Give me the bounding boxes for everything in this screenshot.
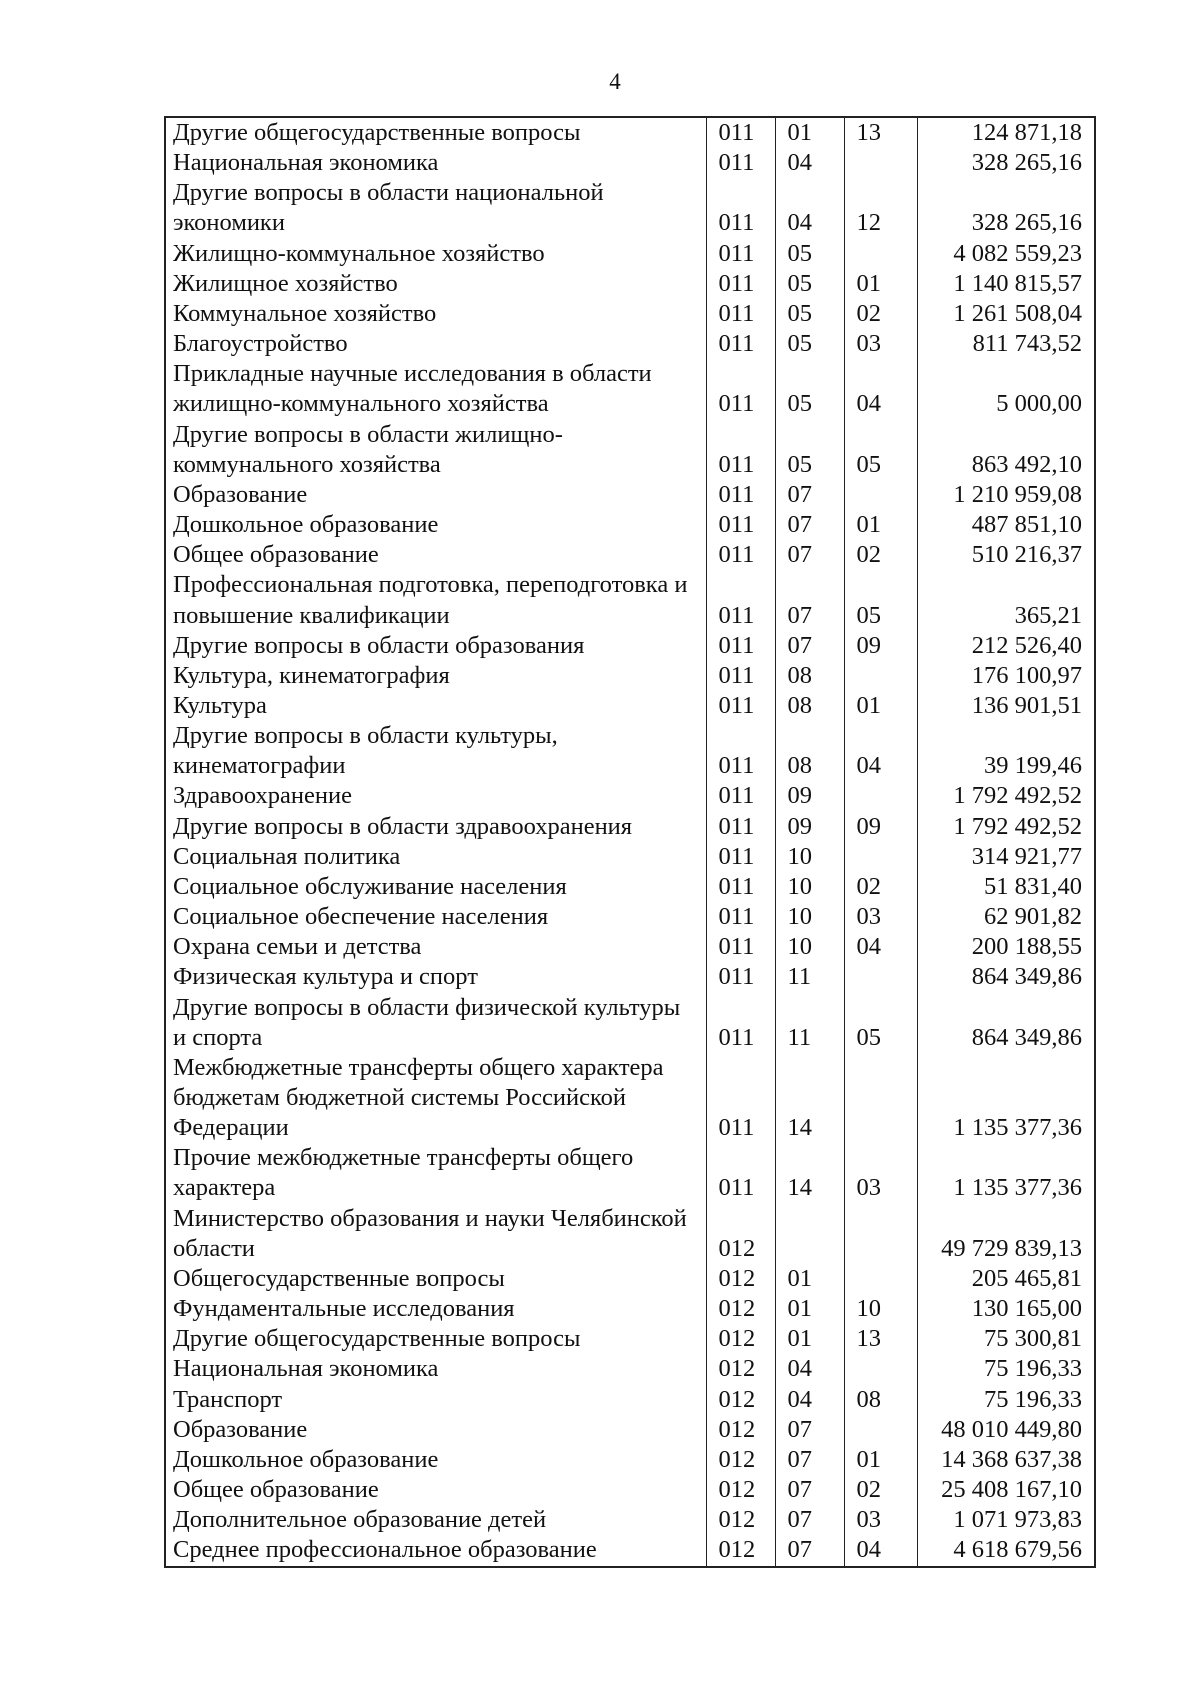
row-name: Дошкольное образование (165, 510, 706, 540)
row-name: Другие вопросы в области физической культуры и спорта (165, 993, 706, 1053)
table-row (165, 962, 1095, 992)
row-code: 012 (706, 1475, 775, 1505)
table-row (165, 117, 1095, 148)
row-name: Фундаментальные исследования (165, 1294, 706, 1324)
row-name: Общее образование (165, 540, 706, 570)
row-subsection (844, 1053, 917, 1143)
row-subsection: 01 (844, 269, 917, 299)
row-subsection (844, 842, 917, 872)
row-code: 011 (706, 872, 775, 902)
row-amount: 1 135 377,36 (917, 1143, 1095, 1203)
row-amount: 1 135 377,36 (917, 1053, 1095, 1143)
row-amount: 487 851,10 (917, 510, 1095, 540)
row-name: Среднее профессиональное образование (165, 1535, 706, 1566)
row-section: 08 (775, 661, 844, 691)
row-name: Образование (165, 1415, 706, 1445)
row-code: 011 (706, 631, 775, 661)
table-row (165, 178, 1095, 238)
row-name: Культура, кинематография (165, 661, 706, 691)
row-amount: 864 349,86 (917, 993, 1095, 1053)
row-section: 01 (775, 1324, 844, 1354)
row-section: 07 (775, 631, 844, 661)
row-section: 09 (775, 812, 844, 842)
row-amount: 75 196,33 (917, 1385, 1095, 1415)
row-code: 012 (706, 1385, 775, 1415)
budget-table (164, 116, 1096, 1568)
row-amount: 863 492,10 (917, 420, 1095, 480)
row-code: 011 (706, 932, 775, 962)
row-section: 08 (775, 691, 844, 721)
table-row (165, 993, 1095, 1053)
row-subsection: 04 (844, 359, 917, 419)
row-code: 011 (706, 902, 775, 932)
row-code: 011 (706, 540, 775, 570)
row-subsection: 08 (844, 1385, 917, 1415)
table-row (165, 1385, 1095, 1415)
row-name: Другие вопросы в области образования (165, 631, 706, 661)
row-section: 05 (775, 420, 844, 480)
row-section: 04 (775, 1354, 844, 1384)
row-name: Социальное обслуживание населения (165, 872, 706, 902)
row-subsection: 03 (844, 1143, 917, 1203)
row-section: 07 (775, 1505, 844, 1535)
table-row (165, 661, 1095, 691)
row-section: 07 (775, 480, 844, 510)
row-amount: 124 871,18 (917, 117, 1095, 148)
row-amount: 1 140 815,57 (917, 269, 1095, 299)
row-name: Прочие межбюджетные трансферты общего характера (165, 1143, 706, 1203)
row-code: 011 (706, 178, 775, 238)
row-subsection: 05 (844, 570, 917, 630)
row-name: Социальное обеспечение населения (165, 902, 706, 932)
table-row (165, 329, 1095, 359)
row-section: 01 (775, 1264, 844, 1294)
table-row (165, 781, 1095, 811)
row-section: 10 (775, 932, 844, 962)
row-section: 05 (775, 239, 844, 269)
row-amount: 39 199,46 (917, 721, 1095, 781)
row-amount: 5 000,00 (917, 359, 1095, 419)
table-row (165, 1415, 1095, 1445)
row-name: Другие общегосударственные вопросы (165, 117, 706, 148)
row-code: 011 (706, 299, 775, 329)
row-subsection: 01 (844, 1445, 917, 1475)
row-name: Благоустройство (165, 329, 706, 359)
row-amount: 4 082 559,23 (917, 239, 1095, 269)
row-name: Охрана семьи и детства (165, 932, 706, 962)
row-amount: 365,21 (917, 570, 1095, 630)
table-row (165, 872, 1095, 902)
table-row (165, 1505, 1095, 1535)
row-name: Другие вопросы в области жилищно-коммунального хозяйства (165, 420, 706, 480)
row-amount: 51 831,40 (917, 872, 1095, 902)
row-section: 05 (775, 359, 844, 419)
row-name: Здравоохранение (165, 781, 706, 811)
row-code: 011 (706, 510, 775, 540)
row-subsection: 05 (844, 420, 917, 480)
row-section: 10 (775, 872, 844, 902)
row-subsection: 01 (844, 691, 917, 721)
row-code: 011 (706, 359, 775, 419)
row-section: 09 (775, 781, 844, 811)
row-name: Министерство образования и науки Челябинской области (165, 1204, 706, 1264)
row-amount: 864 349,86 (917, 962, 1095, 992)
row-amount: 328 265,16 (917, 178, 1095, 238)
row-subsection: 04 (844, 721, 917, 781)
row-section: 04 (775, 148, 844, 178)
row-name: Дополнительное образование детей (165, 1505, 706, 1535)
row-section: 05 (775, 299, 844, 329)
row-section: 04 (775, 178, 844, 238)
table-row (165, 359, 1095, 419)
row-section: 07 (775, 1415, 844, 1445)
row-subsection: 05 (844, 993, 917, 1053)
row-section: 05 (775, 269, 844, 299)
row-section: 11 (775, 993, 844, 1053)
row-subsection (844, 661, 917, 691)
table-row (165, 540, 1095, 570)
row-section: 07 (775, 570, 844, 630)
row-amount: 130 165,00 (917, 1294, 1095, 1324)
row-amount: 75 196,33 (917, 1354, 1095, 1384)
table-row (165, 902, 1095, 932)
row-subsection (844, 239, 917, 269)
table-row (165, 1143, 1095, 1203)
table-row (165, 570, 1095, 630)
table-row (165, 480, 1095, 510)
row-code: 012 (706, 1505, 775, 1535)
row-subsection: 09 (844, 812, 917, 842)
row-name: Профессиональная подготовка, переподготовка и повышение квалификации (165, 570, 706, 630)
row-subsection: 02 (844, 1475, 917, 1505)
row-amount: 49 729 839,13 (917, 1204, 1095, 1264)
row-name: Межбюджетные трансферты общего характера бюджетам бюджетной системы Российской Федерации (165, 1053, 706, 1143)
row-section (775, 1204, 844, 1264)
row-code: 011 (706, 691, 775, 721)
table-row (165, 812, 1095, 842)
row-code: 012 (706, 1354, 775, 1384)
row-code: 011 (706, 480, 775, 510)
row-section: 07 (775, 1445, 844, 1475)
table-row (165, 510, 1095, 540)
row-amount: 1 071 973,83 (917, 1505, 1095, 1535)
row-code: 012 (706, 1415, 775, 1445)
row-code: 012 (706, 1324, 775, 1354)
row-amount: 75 300,81 (917, 1324, 1095, 1354)
row-subsection (844, 148, 917, 178)
row-amount: 136 901,51 (917, 691, 1095, 721)
row-section: 01 (775, 1294, 844, 1324)
row-section: 11 (775, 962, 844, 992)
row-section: 14 (775, 1053, 844, 1143)
row-subsection (844, 1264, 917, 1294)
row-name: Другие общегосударственные вопросы (165, 1324, 706, 1354)
row-subsection: 04 (844, 1535, 917, 1566)
row-subsection: 12 (844, 178, 917, 238)
row-amount: 328 265,16 (917, 148, 1095, 178)
table-row (165, 239, 1095, 269)
table-row (165, 1204, 1095, 1264)
row-name: Общее образование (165, 1475, 706, 1505)
row-subsection (844, 1415, 917, 1445)
row-subsection: 02 (844, 540, 917, 570)
row-section: 07 (775, 1475, 844, 1505)
table-row (165, 1354, 1095, 1384)
row-name: Социальная политика (165, 842, 706, 872)
row-amount: 1 261 508,04 (917, 299, 1095, 329)
row-name: Общегосударственные вопросы (165, 1264, 706, 1294)
row-name: Национальная экономика (165, 148, 706, 178)
row-code: 012 (706, 1204, 775, 1264)
table-row (165, 631, 1095, 661)
table-row (165, 721, 1095, 781)
table-row (165, 420, 1095, 480)
row-section: 01 (775, 117, 844, 148)
row-subsection: 01 (844, 510, 917, 540)
row-name: Культура (165, 691, 706, 721)
row-subsection (844, 1354, 917, 1384)
row-subsection (844, 781, 917, 811)
row-section: 10 (775, 902, 844, 932)
row-amount: 1 210 959,08 (917, 480, 1095, 510)
row-code: 011 (706, 1053, 775, 1143)
row-amount: 212 526,40 (917, 631, 1095, 661)
row-amount: 25 408 167,10 (917, 1475, 1095, 1505)
row-name: Коммунальное хозяйство (165, 299, 706, 329)
row-subsection: 13 (844, 117, 917, 148)
row-amount: 1 792 492,52 (917, 812, 1095, 842)
row-section: 14 (775, 1143, 844, 1203)
row-code: 012 (706, 1535, 775, 1566)
row-section: 05 (775, 329, 844, 359)
table-row (165, 1264, 1095, 1294)
table-row (165, 1475, 1095, 1505)
row-subsection: 13 (844, 1324, 917, 1354)
table-row (165, 1535, 1095, 1566)
row-section: 07 (775, 1535, 844, 1566)
page-number: 4 (609, 69, 621, 94)
row-amount: 14 368 637,38 (917, 1445, 1095, 1475)
row-code: 011 (706, 269, 775, 299)
row-amount: 48 010 449,80 (917, 1415, 1095, 1445)
row-section: 08 (775, 721, 844, 781)
row-section: 10 (775, 842, 844, 872)
row-amount: 811 743,52 (917, 329, 1095, 359)
row-code: 012 (706, 1445, 775, 1475)
row-code: 011 (706, 661, 775, 691)
row-subsection: 10 (844, 1294, 917, 1324)
row-name: Национальная экономика (165, 1354, 706, 1384)
row-subsection: 09 (844, 631, 917, 661)
row-section: 07 (775, 510, 844, 540)
row-amount: 510 216,37 (917, 540, 1095, 570)
row-name: Жилищное хозяйство (165, 269, 706, 299)
row-code: 011 (706, 812, 775, 842)
row-section: 04 (775, 1385, 844, 1415)
row-section: 07 (775, 540, 844, 570)
table-row (165, 842, 1095, 872)
row-code: 011 (706, 993, 775, 1053)
row-name: Другие вопросы в области национальной экономики (165, 178, 706, 238)
row-name: Жилищно-коммунальное хозяйство (165, 239, 706, 269)
row-subsection (844, 962, 917, 992)
row-amount: 1 792 492,52 (917, 781, 1095, 811)
row-name: Транспорт (165, 1385, 706, 1415)
table-row (165, 269, 1095, 299)
row-amount: 314 921,77 (917, 842, 1095, 872)
table-row (165, 691, 1095, 721)
row-code: 011 (706, 329, 775, 359)
row-subsection: 03 (844, 1505, 917, 1535)
row-subsection (844, 480, 917, 510)
row-code: 011 (706, 781, 775, 811)
row-amount: 205 465,81 (917, 1264, 1095, 1294)
row-code: 011 (706, 117, 775, 148)
row-subsection: 03 (844, 902, 917, 932)
row-name: Другие вопросы в области культуры, кинематографии (165, 721, 706, 781)
table-row (165, 1053, 1095, 1143)
row-subsection: 03 (844, 329, 917, 359)
row-name: Дошкольное образование (165, 1445, 706, 1475)
row-code: 011 (706, 721, 775, 781)
row-name: Образование (165, 480, 706, 510)
row-name: Физическая культура и спорт (165, 962, 706, 992)
row-code: 011 (706, 1143, 775, 1203)
row-name: Другие вопросы в области здравоохранения (165, 812, 706, 842)
row-code: 011 (706, 962, 775, 992)
table-row (165, 1445, 1095, 1475)
row-subsection: 02 (844, 299, 917, 329)
row-code: 011 (706, 239, 775, 269)
table-body (165, 117, 1095, 1567)
row-code: 012 (706, 1264, 775, 1294)
row-subsection: 04 (844, 932, 917, 962)
table-row (165, 932, 1095, 962)
row-code: 011 (706, 570, 775, 630)
row-amount: 4 618 679,56 (917, 1535, 1095, 1566)
table-row (165, 299, 1095, 329)
row-name: Прикладные научные исследования в области жилищно-коммунального хозяйства (165, 359, 706, 419)
table-row (165, 1324, 1095, 1354)
row-code: 011 (706, 420, 775, 480)
row-subsection (844, 1204, 917, 1264)
row-amount: 176 100,97 (917, 661, 1095, 691)
row-code: 012 (706, 1294, 775, 1324)
table-row (165, 1294, 1095, 1324)
table-row (165, 148, 1095, 178)
row-code: 011 (706, 842, 775, 872)
row-subsection: 02 (844, 872, 917, 902)
row-amount: 200 188,55 (917, 932, 1095, 962)
row-amount: 62 901,82 (917, 902, 1095, 932)
row-code: 011 (706, 148, 775, 178)
